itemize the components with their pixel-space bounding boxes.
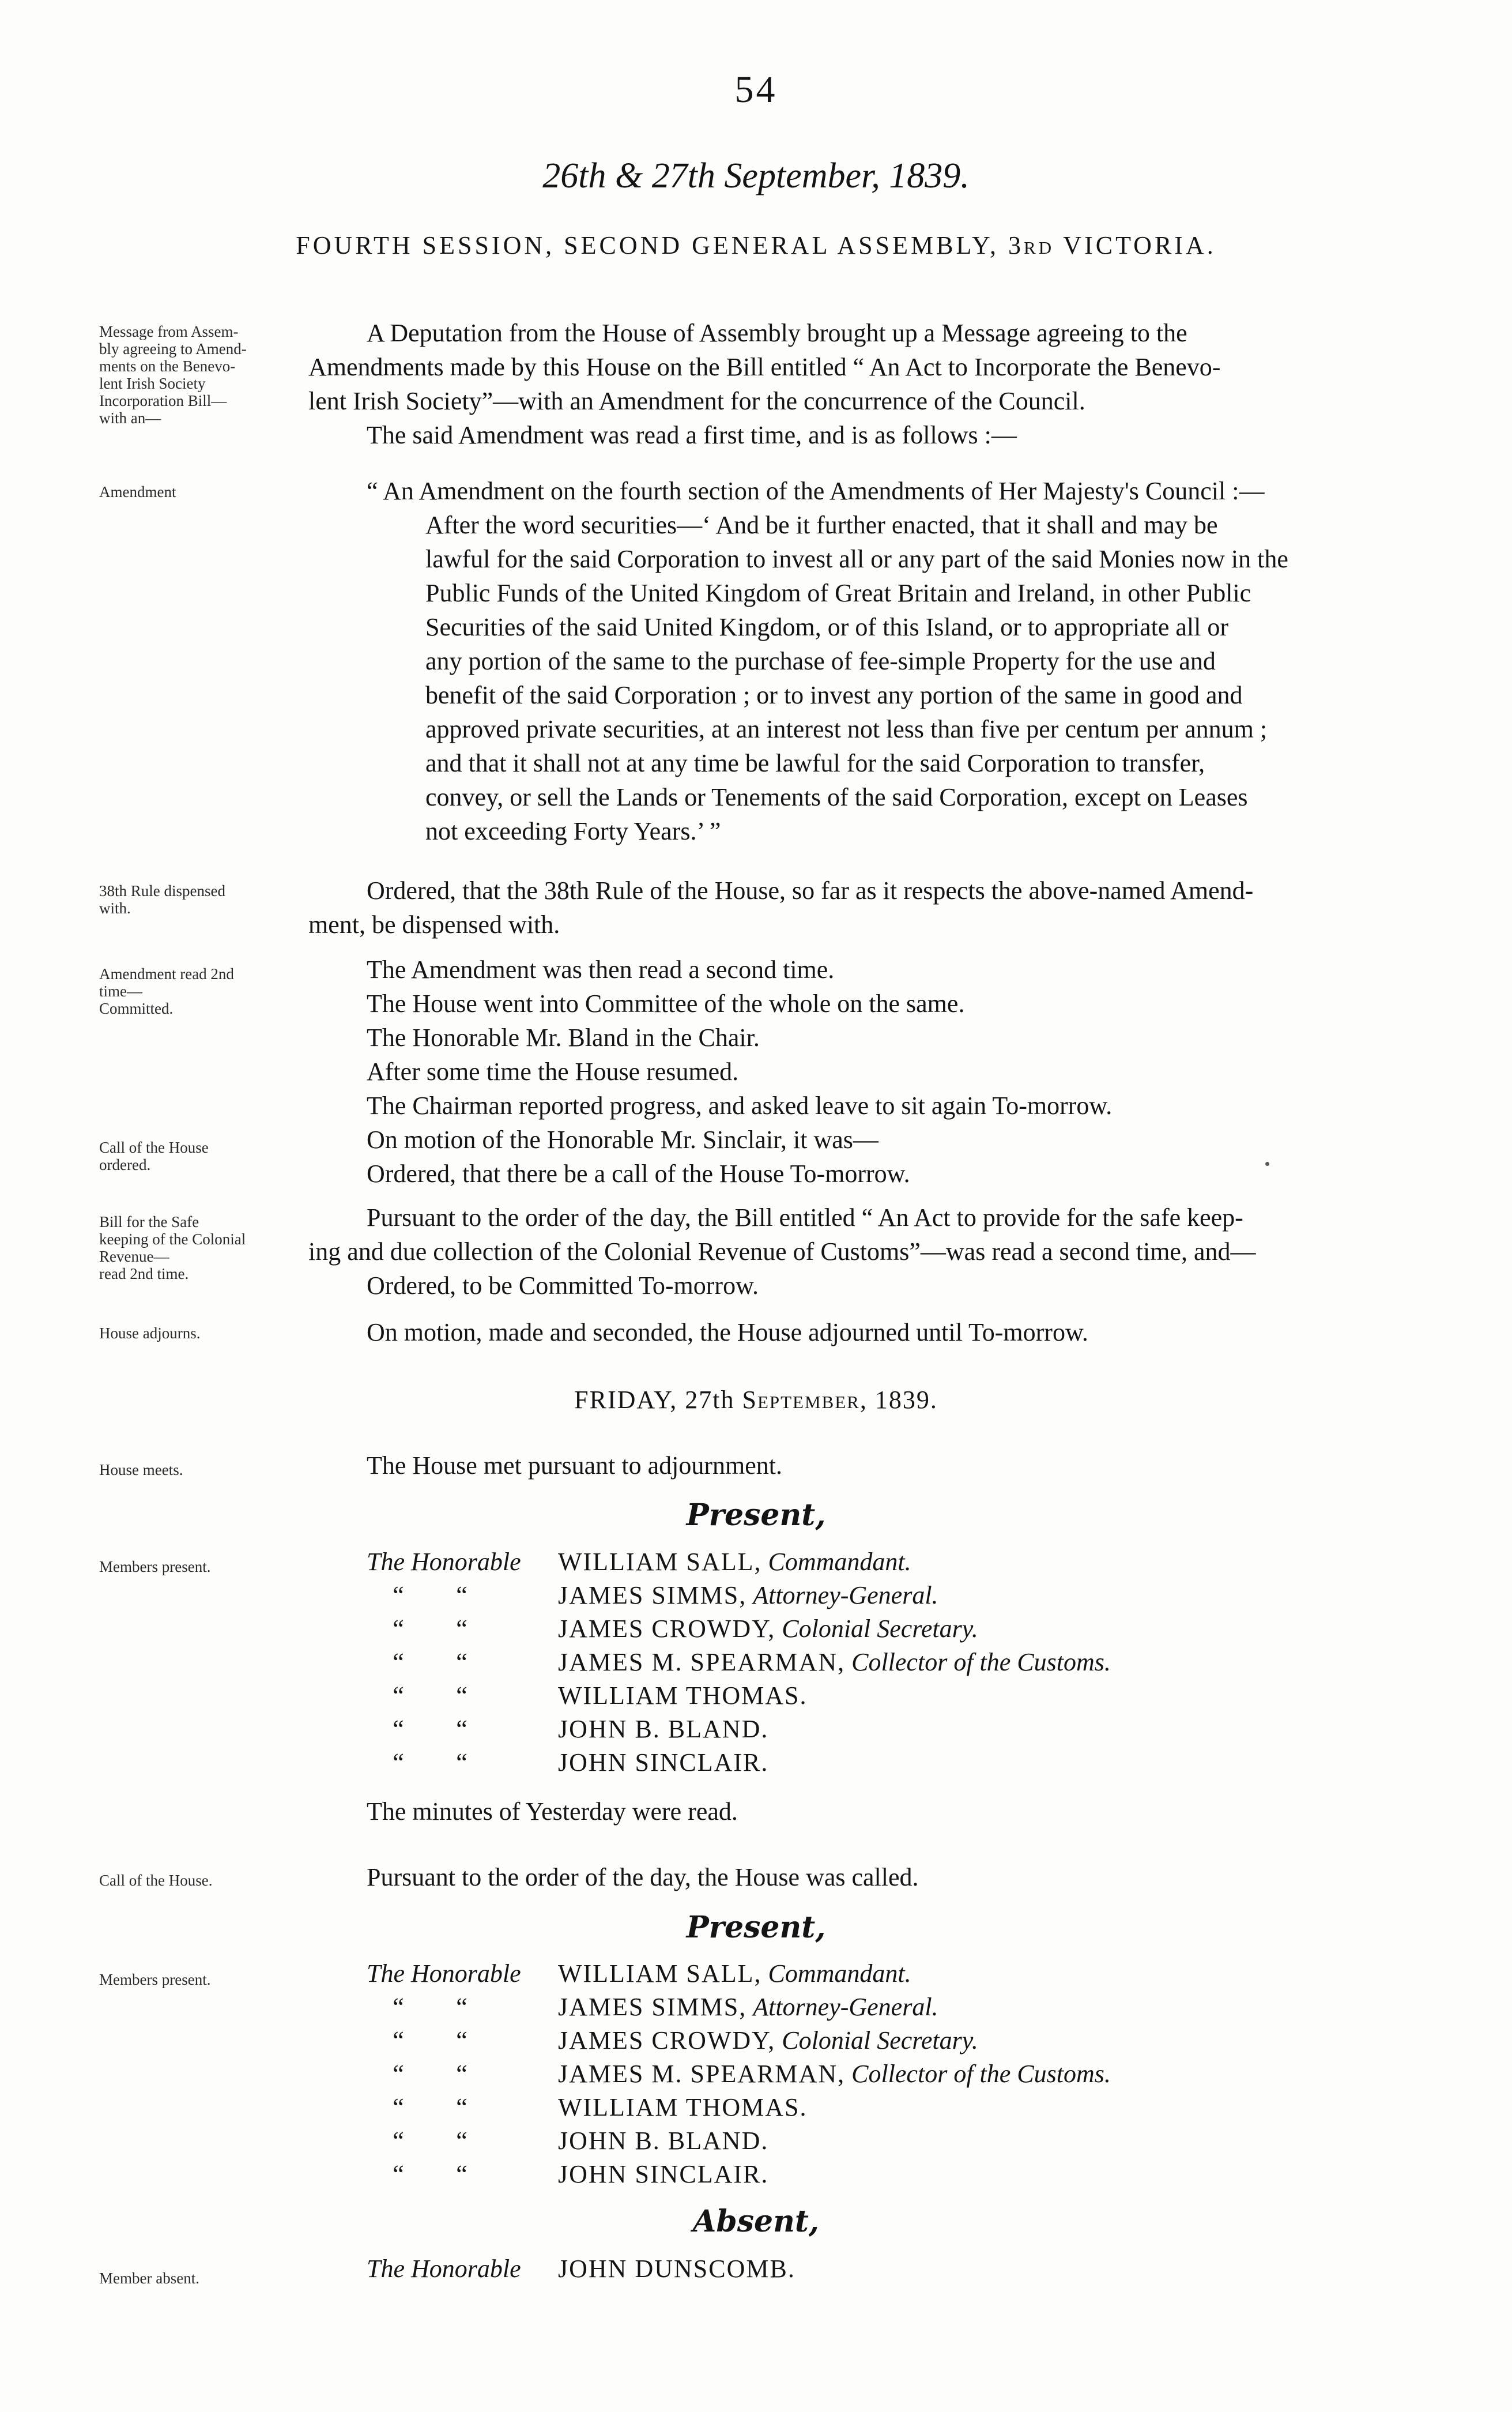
margin-note-amendment: Amendment [99,483,176,501]
message-paragraph: A Deputation from the House of Assembly brought up a Message agreeing to the Amendments made by this House on the Bill entitled “ An Act to Incorporate the Benevo- lent Irish Society”—with an Amendment for the concurrence of the Council. The said Amendment was read a first time, and is as follows :— [340,316,1431,452]
margin-note-adjourns: House adjourns. [99,1324,201,1342]
page-number: 54 [734,69,778,111]
call-lines: On motion of the Honorable Mr. Sinclair, it was— Ordered, that there be a call of the House To-morrow. [367,1126,910,1188]
member-row: The Honorable WILLIAM SALL, Commandant. [367,1548,911,1576]
margin-note-member-absent: Member absent. [99,2270,199,2287]
margin-note-members-present-1: Members present. [99,1558,211,1575]
absent-heading: Absent, [693,2204,819,2239]
member-row: “ “ JAMES M. SPEARMAN, Collector of the Customs. [393,1648,1111,1676]
member-row: “ “ JAMES CROWDY, Colonial Secretary. [393,2026,978,2054]
member-row: “ “ WILLIAM THOMAS. [393,2093,808,2121]
margin-note-customs-bill: Bill for the Safe keeping of the Colonial Revenue— read 2nd time. [99,1213,246,1282]
date-heading: 26th & 27th September, 1839. [542,156,970,195]
friday-heading: FRIDAY, 27th September, 1839. [574,1386,938,1414]
ink-speck [1265,1162,1269,1166]
minutes-paragraph: The minutes of Yesterday were read. [367,1797,738,1826]
members-present-list-1 [340,1545,1431,1779]
margin-note-call-ordered: Call of the House ordered. [99,1139,209,1173]
meets-paragraph: The House met pursuant to adjournment. [367,1451,782,1480]
session-heading: FOURTH SESSION, SECOND GENERAL ASSEMBLY, 3rd VICTORIA. [296,231,1216,259]
member-row: The Honorable JOHN DUNSCOMB. [367,2255,795,2283]
margin-note-members-present-2: Members present. [99,1971,211,1988]
members-present-list-2 [340,1957,1431,2191]
member-row: “ “ JAMES SIMMS, Attorney-General. [393,1993,938,2021]
member-row: “ “ JOHN B. BLAND. [393,1715,769,1743]
margin-note-rule: 38th Rule dispensed with. [99,882,225,917]
member-row: “ “ JOHN B. BLAND. [393,2127,769,2155]
member-row: The Honorable WILLIAM SALL, Commandant. [367,1959,911,1988]
called-paragraph: Pursuant to the order of the day, the House was called. [367,1863,919,1891]
member-row: “ “ JAMES CROWDY, Colonial Secretary. [393,1615,978,1643]
adjourn-paragraph: On motion, made and seconded, the House adjourned until To-morrow. [367,1318,1088,1346]
present-heading-1: Present, [686,1497,826,1533]
first-reading-line: The said Amendment was read a first time, and is as follows :— [367,421,1017,449]
customs-bill-paragraph: Pursuant to the order of the day, the Bill entitled “ An Act to provide for the safe keep- ing and due collection of the Colonial Revenue of Customs”—was read a second time, and— Ordered, to be Committed To-morrow. [308,1203,1256,1300]
amendment-text: “ An Amendment on the fourth section of the Amendments of Her Majesty's Council :— After the word securities—‘ And be it further enacted, that it shall and may be lawful for the said Corporation to invest all or any part of the said Monies now in the Public Funds of the United Kingdom of Great Britain and Ireland, in other Public Securities of the said United Kingdom, or of this Island, or to appropriate all or any portion of the same to the purchase of fee-simple Property for the use and benefit of the said Corporation ; or to invest any portion of the same in good and approved private securities, at an interest not less than five per centum per annum ; and that it shall not at any time be lawful for the said Corporation to transfer, convey, or sell the Lands or Tenements of the said Corporation, except on Leases not exceeding Forty Years.’ ” [367,477,1288,845]
committee-lines: The Amendment was then read a second time. The House went into Committee of the whole on the same. The Honorable Mr. Bland in the Chair. After some time the House resumed. The Chairman reported progress, and asked leave to sit again To-morrow. [367,955,1113,1120]
member-row: “ “ JOHN SINCLAIR. [393,2160,769,2188]
member-row: “ “ JOHN SINCLAIR. [393,1748,769,1777]
member-row: “ “ WILLIAM THOMAS. [393,1681,808,1710]
member-row: “ “ JAMES SIMMS, Attorney-General. [393,1581,938,1609]
rule-paragraph: Ordered, that the 38th Rule of the House, so far as it respects the above-named Amend- ment, be dispensed with. [308,876,1254,939]
margin-note-call-of-house: Call of the House. [99,1872,213,1889]
member-row: “ “ JAMES M. SPEARMAN, Collector of the Customs. [393,2060,1111,2088]
margin-note-second-reading: Amendment read 2nd time— Committed. [99,965,234,1017]
present-heading-2: Present, [686,1910,826,1945]
margin-note-meets: House meets. [99,1461,183,1478]
margin-note-message: Message from Assem- bly agreeing to Amend- ments on the Benevo- lent Irish Society Incorporation Bill— with an— [99,323,247,427]
absent-member-list [340,2252,1431,2286]
